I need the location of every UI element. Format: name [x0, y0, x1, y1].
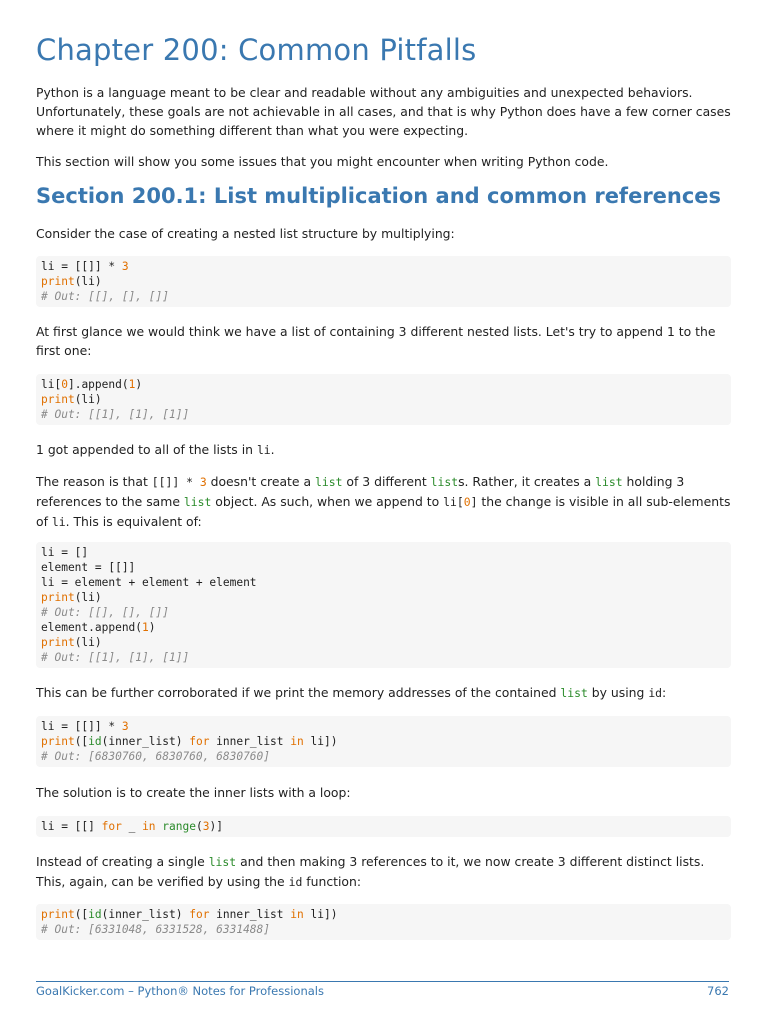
intro-paragraph-2: This section will show you some issues that you might encounter when writing Python code.	[36, 154, 609, 169]
page-number: 762	[707, 984, 729, 998]
section-title: Section 200.1: List multiplication and common references	[36, 184, 722, 208]
code-block-1: li = [[]] * 3 print(li) # Out: [[], [], []]	[36, 256, 731, 307]
code-block-2: li[0].append(1) print(li) # Out: [[1], [1], [1]]	[36, 374, 731, 425]
code-block-6: print([id(inner_list) for inner_list in li]) # Out: [6331048, 6331528, 6331488]	[36, 904, 731, 940]
corroborated-paragraph: This can be further corroborated if we print the memory addresses of the contained list by using id:	[36, 685, 667, 700]
solution-paragraph: The solution is to create the inner lists with a loop:	[36, 785, 351, 800]
first-glance-paragraph: At first glance we would think we have a list of containing 3 different nested lists. Let's try to append 1 to the first one:	[36, 324, 716, 358]
instead-paragraph: Instead of creating a single list and then making 3 references to it, we now create 3 different distinct lists. This, again, can be verified by using the id function:	[36, 854, 705, 889]
consider-paragraph: Consider the case of creating a nested list structure by multiplying:	[36, 226, 455, 241]
got-appended-paragraph: 1 got appended to all of the lists in li.	[36, 442, 275, 457]
page-footer	[36, 981, 729, 998]
code-block-5: li = [[] for _ in range(3)]	[36, 816, 731, 837]
chapter-title: Chapter 200: Common Pitfalls	[36, 33, 477, 67]
code-block-4: li = [[]] * 3 print([id(inner_list) for inner_list in li]) # Out: [6830760, 6830760, 6830760]	[36, 716, 731, 767]
page	[36, 0, 731, 936]
intro-paragraph: Python is a language meant to be clear and readable without any ambiguities and unexpected behaviors. Unfortunately, these goals are not achievable in all cases, and that is why Python does have a few corner cases where it might do something different than what you were expecting.	[36, 85, 731, 138]
footer-source: GoalKicker.com – Python® Notes for Professionals	[36, 984, 324, 998]
reason-paragraph: The reason is that [[]] * 3 doesn't create a list of 3 different lists. Rather, it creates a list holding 3 references to the same list object. As such, when we append to li[0] the change is visible in all sub-elements of li. This is equivalent of:	[36, 474, 731, 529]
code-block-3: li = [] element = [[]] li = element + element + element print(li) # Out: [[], [], []] element.append(1) print(li) # Out: [[1], [1], [1]]	[36, 542, 731, 668]
